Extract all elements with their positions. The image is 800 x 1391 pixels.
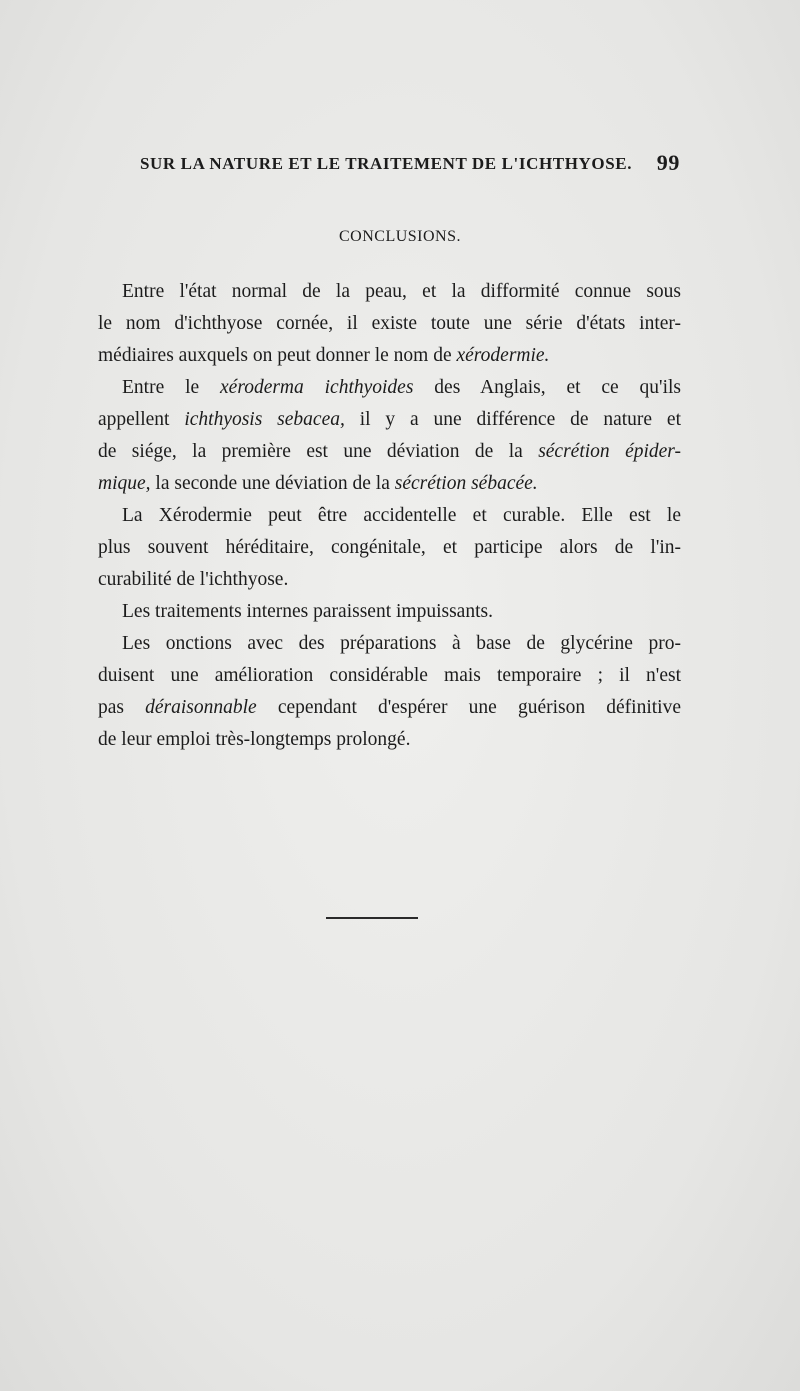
text-line bbox=[98, 724, 681, 756]
italic-text: déraisonnable bbox=[145, 697, 257, 718]
text-span: de siége, la première est une déviation de la bbox=[98, 441, 539, 462]
text-line bbox=[98, 596, 681, 628]
text-span: plus souvent héréditaire, congénitale, et participe alors de l'in- bbox=[98, 537, 681, 558]
italic-text: sécrétion sébacée. bbox=[394, 473, 538, 494]
paragraph bbox=[98, 276, 681, 372]
text-line bbox=[98, 532, 681, 564]
text-line bbox=[98, 500, 681, 532]
text-span: Les onctions avec des préparations à base de glycérine pro- bbox=[122, 633, 681, 654]
body-text bbox=[98, 276, 681, 756]
text-span: de leur emploi très-longtemps prolongé. bbox=[98, 729, 411, 750]
text-line bbox=[98, 436, 681, 468]
text-line bbox=[98, 564, 681, 596]
text-span: Les traitements internes paraissent impuissants. bbox=[122, 601, 493, 622]
section-title: CONCLUSIONS. bbox=[338, 228, 461, 245]
text-span: La Xérodermie peut être accidentelle et curable. Elle est le bbox=[122, 505, 681, 526]
paragraph bbox=[98, 628, 681, 756]
paragraph bbox=[98, 596, 681, 628]
text-line bbox=[98, 372, 681, 404]
text-line bbox=[98, 308, 681, 340]
text-span: Entre le bbox=[122, 377, 221, 398]
page-number: 99 bbox=[656, 150, 680, 175]
text-span: la seconde une déviation de la bbox=[150, 473, 395, 494]
running-title: SUR LA NATURE ET LE TRAITEMENT DE L'ICHTHYOSE. bbox=[140, 154, 633, 173]
text-span: appellent bbox=[98, 409, 185, 430]
italic-text: ichthyosis sebacea, bbox=[184, 409, 345, 430]
text-line bbox=[98, 628, 681, 660]
italic-text: mique, bbox=[98, 473, 151, 494]
text-span: cependant d'espérer une guérison définitive bbox=[256, 697, 681, 718]
paragraph bbox=[98, 372, 681, 500]
paragraph bbox=[98, 500, 681, 596]
italic-text: xérodermie. bbox=[456, 345, 550, 366]
italic-text: xéroderma ichthyoides bbox=[220, 377, 414, 398]
closing-rule bbox=[326, 917, 418, 919]
text-line bbox=[98, 468, 681, 500]
text-span: pas bbox=[98, 697, 146, 718]
text-span: il y a une différence de nature et bbox=[344, 409, 681, 430]
running-header bbox=[140, 150, 680, 180]
text-line bbox=[98, 340, 681, 372]
text-line bbox=[98, 404, 681, 436]
text-span: le nom d'ichthyose cornée, il existe toute une série d'états inter- bbox=[98, 313, 681, 334]
text-span: médiaires auxquels on peut donner le nom de bbox=[98, 345, 457, 366]
text-span: des Anglais, et ce qu'ils bbox=[413, 377, 681, 398]
text-line bbox=[98, 276, 681, 308]
text-line bbox=[98, 692, 681, 724]
text-span: Entre l'état normal de la peau, et la difformité connue sous bbox=[122, 281, 681, 302]
italic-text: sécrétion épider- bbox=[538, 441, 681, 462]
text-line bbox=[98, 660, 681, 692]
text-span: curabilité de l'ichthyose. bbox=[98, 569, 289, 590]
text-span: duisent une amélioration considérable mais temporaire ; il n'est bbox=[98, 665, 681, 686]
